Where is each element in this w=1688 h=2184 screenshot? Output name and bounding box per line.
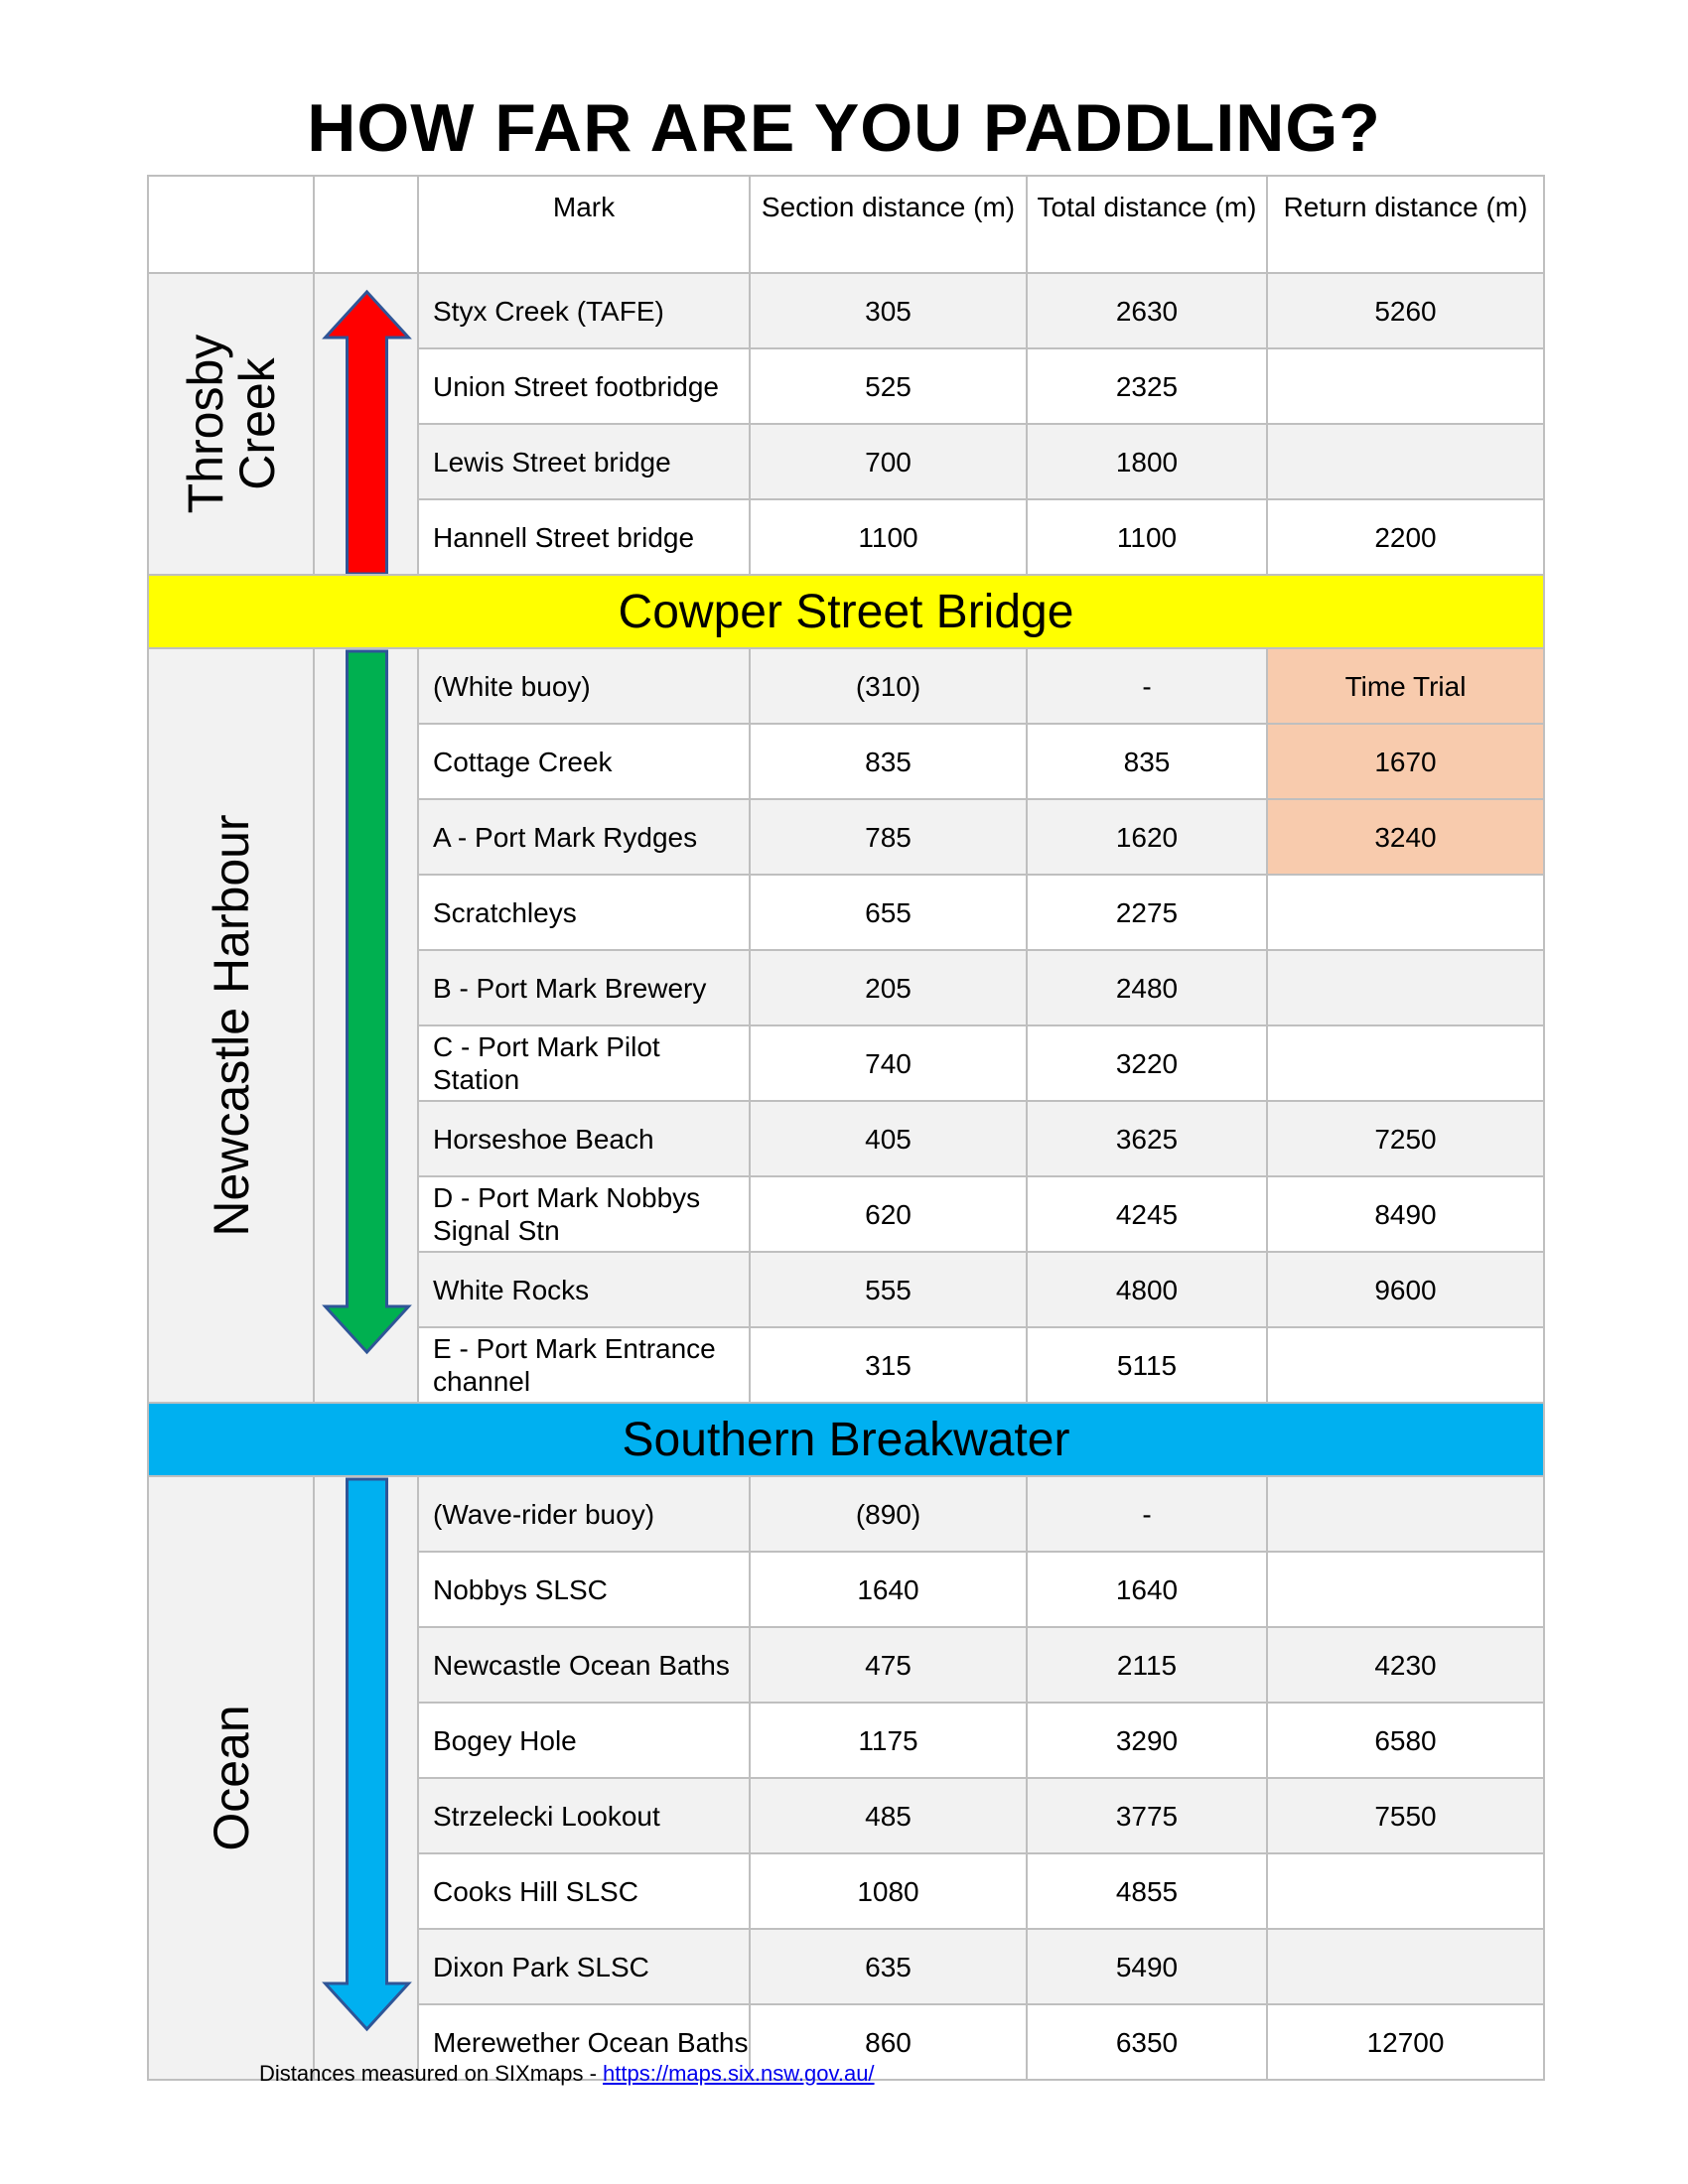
mark-cell: Merewether Ocean Baths: [418, 2004, 750, 2080]
arrow-cell: [314, 1476, 418, 2080]
section-label: Ocean: [203, 1705, 259, 1851]
section-distance-cell: 555: [750, 1252, 1027, 1327]
mark-cell: D - Port Mark Nobbys Signal Stn: [418, 1176, 750, 1252]
direction-arrow: [315, 274, 418, 575]
total-distance-cell: 2325: [1027, 348, 1267, 424]
section-distance-cell: 1640: [750, 1552, 1027, 1627]
section-distance-cell: 315: [750, 1327, 1027, 1403]
header-total-distance: Total distance (m): [1027, 176, 1267, 273]
return-distance-cell: [1267, 950, 1544, 1025]
table-row: [148, 273, 1544, 348]
total-distance-cell: 2115: [1027, 1627, 1267, 1703]
section-banner: Southern Breakwater: [148, 1403, 1544, 1476]
return-distance-cell: Time Trial: [1267, 648, 1544, 724]
mark-cell: Horseshoe Beach: [418, 1101, 750, 1176]
return-distance-cell: [1267, 1327, 1544, 1403]
section-distance-cell: 1175: [750, 1703, 1027, 1778]
total-distance-cell: 5490: [1027, 1929, 1267, 2004]
section-banner-row: [148, 1403, 1544, 1476]
total-distance-cell: 3775: [1027, 1778, 1267, 1853]
sixmaps-link[interactable]: https://maps.six.nsw.gov.au/: [603, 2061, 875, 2086]
return-distance-cell: 7550: [1267, 1778, 1544, 1853]
return-distance-cell: 5260: [1267, 273, 1544, 348]
return-distance-cell: 4230: [1267, 1627, 1544, 1703]
total-distance-cell: 1800: [1027, 424, 1267, 499]
mark-cell: Dixon Park SLSC: [418, 1929, 750, 2004]
return-distance-cell: 3240: [1267, 799, 1544, 875]
mark-cell: Bogey Hole: [418, 1703, 750, 1778]
mark-cell: E - Port Mark Entrance channel: [418, 1327, 750, 1403]
header-mark: Mark: [418, 176, 750, 273]
section-distance-cell: 405: [750, 1101, 1027, 1176]
mark-cell: Newcastle Ocean Baths: [418, 1627, 750, 1703]
return-distance-cell: 9600: [1267, 1252, 1544, 1327]
arrow-shape: [326, 1479, 409, 2029]
section-distance-cell: 475: [750, 1627, 1027, 1703]
return-distance-cell: [1267, 1025, 1544, 1101]
table-header-row: [148, 176, 1544, 273]
return-distance-cell: 8490: [1267, 1176, 1544, 1252]
return-distance-cell: [1267, 424, 1544, 499]
section-distance-cell: 785: [750, 799, 1027, 875]
mark-cell: Union Street footbridge: [418, 348, 750, 424]
section-distance-cell: 620: [750, 1176, 1027, 1252]
table-row: [148, 648, 1544, 724]
return-distance-cell: 7250: [1267, 1101, 1544, 1176]
header-section-distance: Section distance (m): [750, 176, 1027, 273]
total-distance-cell: 2275: [1027, 875, 1267, 950]
return-distance-cell: [1267, 1552, 1544, 1627]
total-distance-cell: 2480: [1027, 950, 1267, 1025]
mark-cell: White Rocks: [418, 1252, 750, 1327]
table-row: [148, 1476, 1544, 1552]
total-distance-cell: 1640: [1027, 1552, 1267, 1627]
section-label-cell: [148, 1476, 314, 2080]
mark-cell: Cooks Hill SLSC: [418, 1853, 750, 1929]
mark-cell: Lewis Street bridge: [418, 424, 750, 499]
page-title: HOW FAR ARE YOU PADDLING?: [307, 90, 1381, 166]
section-label-cell: [148, 273, 314, 575]
return-distance-cell: [1267, 1853, 1544, 1929]
total-distance-cell: 4800: [1027, 1252, 1267, 1327]
total-distance-cell: -: [1027, 648, 1267, 724]
total-distance-cell: 835: [1027, 724, 1267, 799]
direction-arrow: [315, 1477, 418, 2080]
mark-cell: Styx Creek (TAFE): [418, 273, 750, 348]
section-banner-row: [148, 575, 1544, 648]
section-distance-cell: 635: [750, 1929, 1027, 2004]
header-blank-cell: [148, 176, 314, 273]
total-distance-cell: 6350: [1027, 2004, 1267, 2080]
total-distance-cell: 5115: [1027, 1327, 1267, 1403]
section-distance-cell: 205: [750, 950, 1027, 1025]
return-distance-cell: 2200: [1267, 499, 1544, 575]
return-distance-cell: [1267, 1929, 1544, 2004]
direction-arrow: [315, 649, 418, 1403]
return-distance-cell: [1267, 348, 1544, 424]
total-distance-cell: -: [1027, 1476, 1267, 1552]
footnote-text: Distances measured on SIXmaps -: [259, 2061, 604, 2086]
total-distance-cell: 3625: [1027, 1101, 1267, 1176]
section-distance-cell: 485: [750, 1778, 1027, 1853]
total-distance-cell: 2630: [1027, 273, 1267, 348]
section-label-cell: [148, 648, 314, 1403]
mark-cell: C - Port Mark Pilot Station: [418, 1025, 750, 1101]
total-distance-cell: 3220: [1027, 1025, 1267, 1101]
section-distance-cell: (890): [750, 1476, 1027, 1552]
section-distance-cell: 655: [750, 875, 1027, 950]
mark-cell: Scratchleys: [418, 875, 750, 950]
section-distance-cell: 740: [750, 1025, 1027, 1101]
mark-cell: Nobbys SLSC: [418, 1552, 750, 1627]
return-distance-cell: [1267, 1476, 1544, 1552]
section-distance-cell: 305: [750, 273, 1027, 348]
mark-cell: (Wave-rider buoy): [418, 1476, 750, 1552]
total-distance-cell: 3290: [1027, 1703, 1267, 1778]
return-distance-cell: 1670: [1267, 724, 1544, 799]
total-distance-cell: 1100: [1027, 499, 1267, 575]
mark-cell: B - Port Mark Brewery: [418, 950, 750, 1025]
section-distance-cell: 1100: [750, 499, 1027, 575]
mark-cell: Hannell Street bridge: [418, 499, 750, 575]
section-distance-cell: (310): [750, 648, 1027, 724]
header-return-distance: Return distance (m): [1267, 176, 1544, 273]
return-distance-cell: 12700: [1267, 2004, 1544, 2080]
mark-cell: Cottage Creek: [418, 724, 750, 799]
mark-cell: Strzelecki Lookout: [418, 1778, 750, 1853]
distance-table: [147, 175, 1545, 2081]
footnote: [259, 2061, 875, 2087]
header-blank-cell: [314, 176, 418, 273]
section-distance-cell: 525: [750, 348, 1027, 424]
section-distance-cell: 860: [750, 2004, 1027, 2080]
section-label: Throsby Creek: [177, 334, 285, 514]
section-distance-cell: 700: [750, 424, 1027, 499]
arrow-shape: [326, 651, 409, 1352]
return-distance-cell: 6580: [1267, 1703, 1544, 1778]
total-distance-cell: 4855: [1027, 1853, 1267, 1929]
return-distance-cell: [1267, 875, 1544, 950]
arrow-shape: [326, 292, 409, 574]
section-distance-cell: 1080: [750, 1853, 1027, 1929]
section-distance-cell: 835: [750, 724, 1027, 799]
arrow-cell: [314, 273, 418, 575]
mark-cell: A - Port Mark Rydges: [418, 799, 750, 875]
total-distance-cell: 1620: [1027, 799, 1267, 875]
arrow-cell: [314, 648, 418, 1403]
section-label: Newcastle Harbour: [203, 814, 259, 1237]
mark-cell: (White buoy): [418, 648, 750, 724]
total-distance-cell: 4245: [1027, 1176, 1267, 1252]
section-banner: Cowper Street Bridge: [148, 575, 1544, 648]
